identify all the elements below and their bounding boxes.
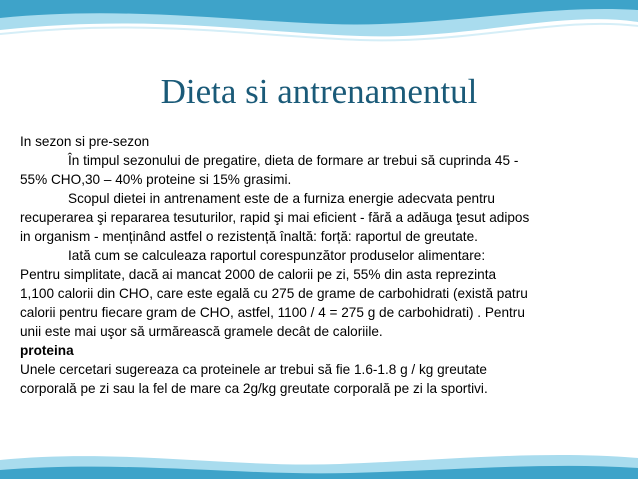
slide-body-text [20, 132, 630, 398]
top-wave-decoration [0, 0, 638, 60]
slide-title: Dieta si antrenamentul [160, 72, 478, 111]
text-line: In sezon si pre-sezon [20, 134, 150, 149]
text-line: 55% CHO,30 – 40% proteine si 15% grasimi. [20, 172, 292, 187]
text-line: corporală pe zi sau la fel de mare ca 2g/kg greutate corporală pe zi la sportivi. [20, 381, 488, 396]
text-line: Iată cum se calculeaza raportul corespunzător produselor alimentare: [68, 248, 486, 263]
text-line: unii este mai uşor să urmărească gramele decât de caloriile. [20, 324, 383, 339]
bottom-wave-decoration [0, 446, 638, 479]
text-line: Scopul dietei in antrenament este de a furniza energie adecvata pentru [68, 191, 495, 206]
text-line: 1,100 calorii din CHO, care este egală cu 275 de grame de carbohidrati (există patru [20, 286, 528, 301]
text-line: Pentru simplitate, dacă ai mancat 2000 de calorii pe zi, 55% din asta reprezinta [20, 267, 497, 282]
text-line: recuperarea şi repararea tesuturilor, rapid şi mai eficient - fără a adăuga ţesut adipos [20, 210, 530, 225]
section-heading-proteina: proteina [20, 343, 74, 358]
text-line: Unele cercetari sugereaza ca proteinele ar trebui să fie 1.6-1.8 g / kg greutate [20, 362, 487, 377]
text-line: În timpul sezonului de pregatire, dieta de formare ar trebui să cuprinda 45 - [68, 153, 519, 168]
text-line: calorii pentru fiecare gram de CHO, astfel, 1100 / 4 = 275 g de carbohidrati) . Pentru [20, 305, 525, 320]
text-line: in organism - menținând astfel o rezistență înaltă: forță: raportul de greutate. [20, 229, 478, 244]
